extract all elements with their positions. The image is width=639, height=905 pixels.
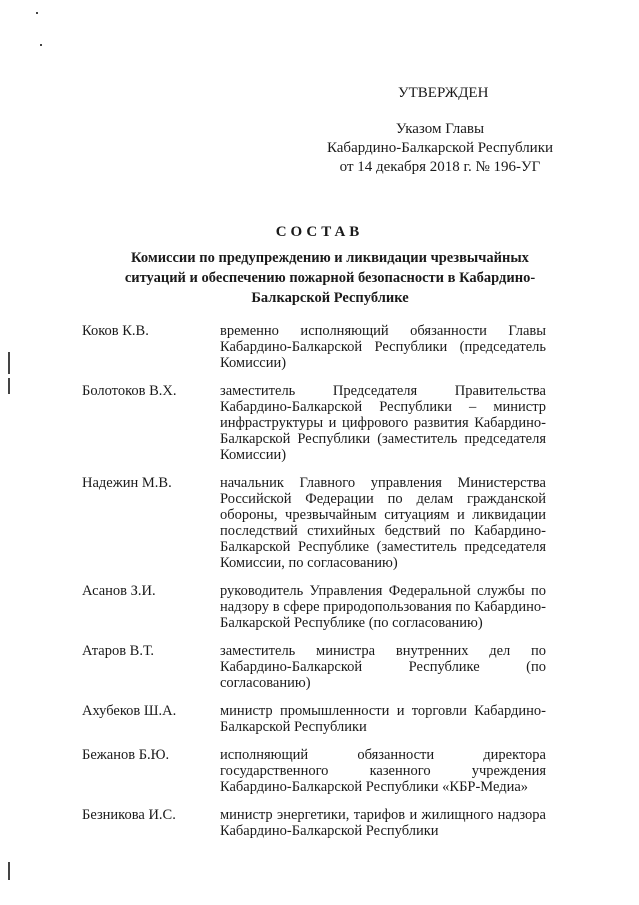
document-subtitle: Комиссии по предупреждению и ликвидации чрезвычайных ситуаций и обеспечению пожарной безопасности в Кабардино-Балкарской Республике — [124, 250, 536, 306]
member-name: Болотоков В.Х. — [82, 383, 177, 399]
member-name: Коков К.В. — [82, 323, 149, 339]
member-row — [82, 475, 546, 571]
member-name: Безникова И.С. — [82, 807, 176, 823]
member-role: руководитель Управления Федеральной службы по надзору в сфере природопользования по Кабардино-Балкарской Республике (по согласованию) — [220, 583, 546, 631]
member-role: начальник Главного управления Министерства Российской Федерации по делам гражданской обороны, чрезвычайным ситуациям и ликвидации последствий стихийных бедствий по Кабардино-Балкарской Республике (заместитель председателя Комиссии, по согласованию) — [220, 475, 546, 571]
member-role: временно исполняющий обязанности Главы Кабардино-Балкарской Республики (председатель Комиссии) — [220, 323, 546, 371]
member-role: министр промышленности и торговли Кабардино-Балкарской Республики — [220, 703, 546, 735]
scan-dot — [40, 44, 42, 46]
scan-dot — [36, 12, 38, 14]
member-row — [82, 703, 546, 735]
member-row — [82, 643, 546, 691]
decree-line: Указом Главы — [395, 121, 485, 137]
scan-mark — [8, 352, 10, 374]
members-list — [82, 323, 546, 851]
document-title: СОСТАВ — [275, 224, 364, 240]
member-name: Ахубеков Ш.А. — [82, 703, 177, 719]
member-name: Асанов З.И. — [82, 583, 156, 599]
member-row — [82, 383, 546, 463]
member-name: Атаров В.Т. — [82, 643, 154, 659]
member-role: заместитель Председателя Правительства Кабардино-Балкарской Республики – министр инфраструктуры и цифрового развития Кабардино-Балкарской Республики (заместитель председателя Комиссии) — [220, 383, 546, 463]
member-role: заместитель министра внутренних дел по Кабардино-Балкарской Республике (по согласованию) — [220, 643, 546, 691]
scan-mark — [8, 862, 10, 880]
member-role: министр энергетики, тарифов и жилищного надзора Кабардино-Балкарской Республики — [220, 807, 546, 839]
member-role: исполняющий обязанности директора государственного казенного учреждения Кабардино-Балкарской Республики «КБР-Медиа» — [220, 747, 546, 795]
scan-mark — [8, 378, 10, 394]
republic-line: Кабардино-Балкарской Республики — [326, 140, 554, 156]
approved-label: УТВЕРЖДЕН — [398, 85, 489, 101]
decree-date-line: от 14 декабря 2018 г. № 196-УГ — [339, 159, 541, 175]
member-name: Надежин М.В. — [82, 475, 172, 491]
member-row — [82, 747, 546, 795]
member-row — [82, 807, 546, 839]
member-name: Бежанов Б.Ю. — [82, 747, 170, 763]
approval-block — [320, 84, 560, 177]
member-row — [82, 323, 546, 371]
member-row — [82, 583, 546, 631]
